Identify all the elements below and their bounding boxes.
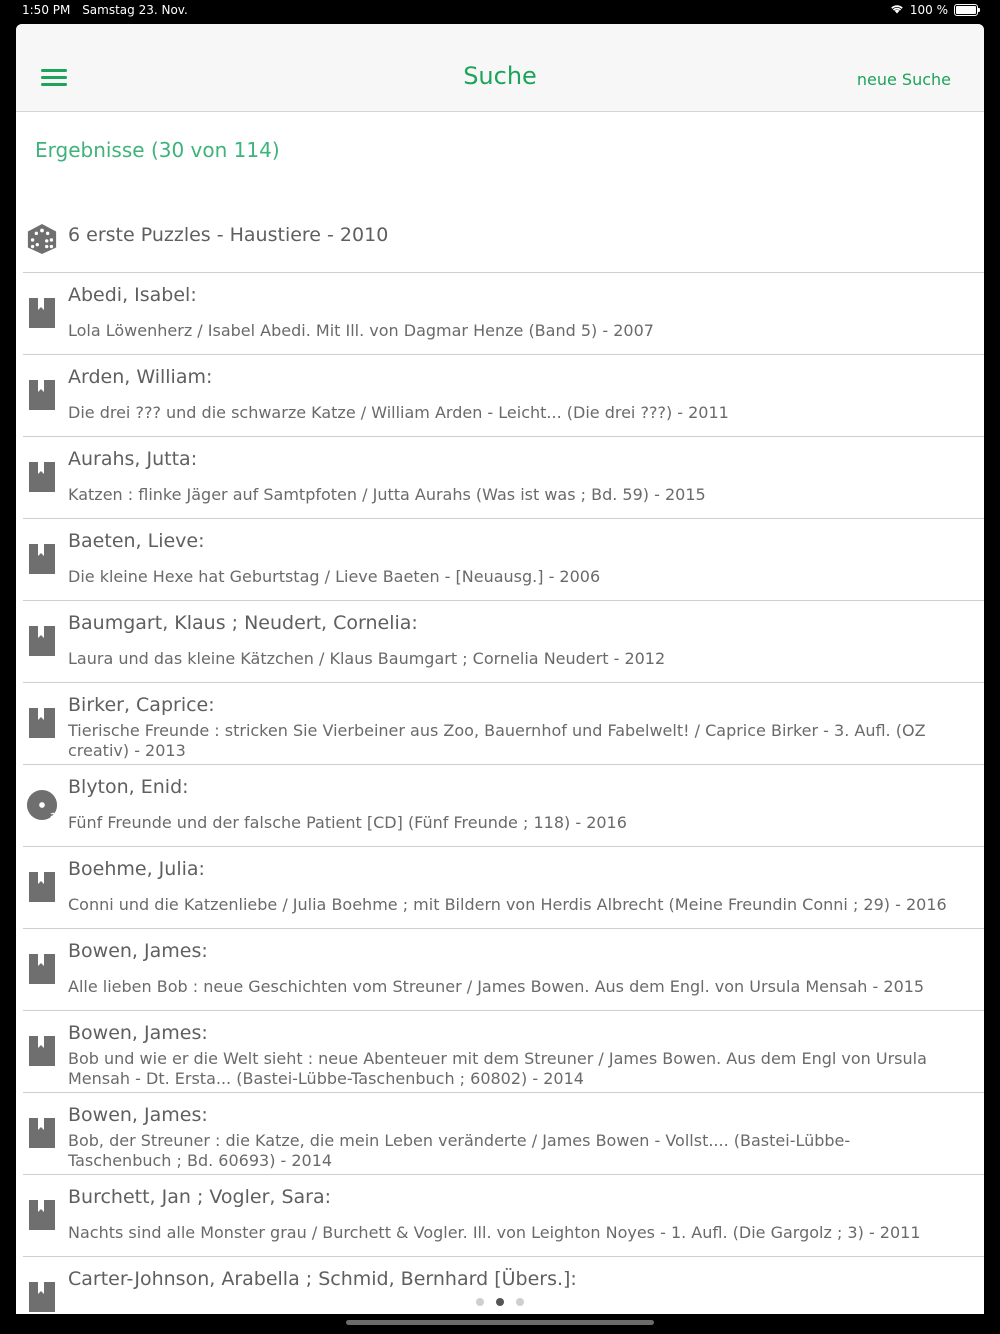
list-item-subtitle: Lola Löwenherz / Isabel Abedi. Mit Ill. von Dagmar Henze (Band 5) - 2007	[68, 321, 654, 340]
list-item[interactable]	[23, 1174, 984, 1257]
list-item-title: Boehme, Julia:	[68, 858, 205, 880]
book-icon	[26, 952, 58, 986]
book-icon	[26, 296, 58, 330]
list-item-title: Abedi, Isabel:	[68, 284, 197, 306]
list-item[interactable]	[23, 518, 984, 601]
list-item-subtitle: Tierische Freunde : stricken Sie Vierbeiner aus Zoo, Bauernhof und Fabelwelt! / Caprice Birker - 3. Aufl. (OZ creativ) - 2013	[68, 721, 926, 760]
book-icon	[26, 624, 58, 658]
navigation-bar	[16, 24, 984, 112]
list-item-title: Burchett, Jan ; Vogler, Sara:	[68, 1186, 332, 1208]
list-item-title: Carter-Johnson, Arabella ; Schmid, Bernhard [Übers.]:	[68, 1268, 577, 1290]
list-item[interactable]	[23, 354, 984, 437]
list-item-subtitle: Bob, der Streuner : die Katze, die mein Leben veränderte / James Bowen - Vollst.... (Bastei-Lübbe-Taschenbuch ; Bd. 60693) - 2014	[68, 1131, 851, 1170]
list-item-subtitle: Die drei ??? und die schwarze Katze / William Arden - Leicht... (Die drei ???) - 2011	[68, 403, 729, 422]
battery-percent: 100 %	[909, 3, 948, 17]
list-item-title: Baeten, Lieve:	[68, 530, 205, 552]
book-icon	[26, 1116, 58, 1150]
list-item-title: Bowen, James:	[68, 940, 208, 962]
list-item[interactable]	[23, 272, 984, 355]
book-icon	[26, 378, 58, 412]
page-dot[interactable]	[476, 1298, 484, 1306]
page-indicator[interactable]	[16, 1298, 984, 1306]
cd-icon	[26, 788, 58, 822]
book-icon	[26, 1034, 58, 1068]
list-item-title: Arden, William:	[68, 366, 213, 388]
list-item-subtitle: Die kleine Hexe hat Geburtstag / Lieve Baeten - [Neuausg.] - 2006	[68, 567, 601, 586]
wifi-icon	[890, 3, 904, 17]
list-item[interactable]	[23, 764, 984, 847]
list-item-title: Aurahs, Jutta:	[68, 448, 198, 470]
list-item-subtitle: Alle lieben Bob : neue Geschichten vom Streuner / James Bowen. Aus dem Engl. von Ursula Mensah - 2015	[68, 977, 925, 996]
list-item-subtitle: Nachts sind alle Monster grau / Burchett & Vogler. Ill. von Leighton Noyes - 1. Aufl. (Die Gargolz ; 3) - 2011	[68, 1223, 921, 1242]
book-icon	[26, 1198, 58, 1232]
list-item[interactable]	[23, 682, 984, 765]
book-icon	[26, 706, 58, 740]
book-icon	[26, 870, 58, 904]
list-item[interactable]	[23, 436, 984, 519]
list-item-title: Baumgart, Klaus ; Neudert, Cornelia:	[68, 612, 418, 634]
list-item-title: Blyton, Enid:	[68, 776, 189, 798]
book-icon	[26, 460, 58, 494]
list-item-subtitle: Katzen : flinke Jäger auf Samtpfoten / Jutta Aurahs (Was ist was ; Bd. 59) - 2015	[68, 485, 706, 504]
battery-icon	[954, 4, 978, 16]
list-item-subtitle: Laura und das kleine Kätzchen / Klaus Baumgart ; Cornelia Neudert - 2012	[68, 649, 666, 668]
list-item[interactable]	[23, 846, 984, 929]
list-item-title: Bowen, James:	[68, 1022, 208, 1044]
new-search-button[interactable]: neue Suche	[856, 70, 951, 89]
list-item-subtitle: Conni und die Katzenliebe / Julia Boehme ; mit Bildern von Herdis Albrecht (Meine Freundin Conni ; 29) - 2016	[68, 895, 947, 914]
status-bar	[0, 0, 1000, 22]
list-item[interactable]	[23, 184, 984, 273]
list-item-subtitle: Fünf Freunde und der falsche Patient [CD] (Fünf Freunde ; 118) - 2016	[68, 813, 627, 832]
dice-icon	[26, 222, 58, 256]
status-time: 1:50 PM	[22, 3, 71, 17]
book-icon	[26, 1280, 58, 1314]
list-item[interactable]	[23, 600, 984, 683]
book-icon	[26, 542, 58, 576]
home-indicator[interactable]	[346, 1320, 654, 1325]
search-sheet	[16, 24, 984, 1314]
list-item[interactable]	[23, 928, 984, 1011]
status-date: Samstag 23. Nov.	[82, 3, 188, 17]
list-item-title: Bowen, James:	[68, 1104, 208, 1126]
list-item-title: Birker, Caprice:	[68, 694, 215, 716]
page-dot-active[interactable]	[496, 1298, 504, 1306]
list-item-title: 6 erste Puzzles - Haustiere - 2010	[68, 224, 389, 246]
list-item-subtitle: Bob und wie er die Welt sieht : neue Abenteuer mit dem Streuner / James Bowen. Aus dem Engl von Ursula Mensah - Dt. Ersta... (Bastei-Lübbe-Taschenbuch ; 60802) - 2014	[68, 1049, 927, 1088]
page-dot[interactable]	[516, 1298, 524, 1306]
results-list[interactable]	[16, 112, 984, 1314]
list-item[interactable]	[23, 1092, 984, 1175]
page-title: Suche	[463, 62, 537, 90]
list-item[interactable]	[23, 1010, 984, 1093]
results-count: Ergebnisse (30 von 114)	[35, 138, 280, 162]
